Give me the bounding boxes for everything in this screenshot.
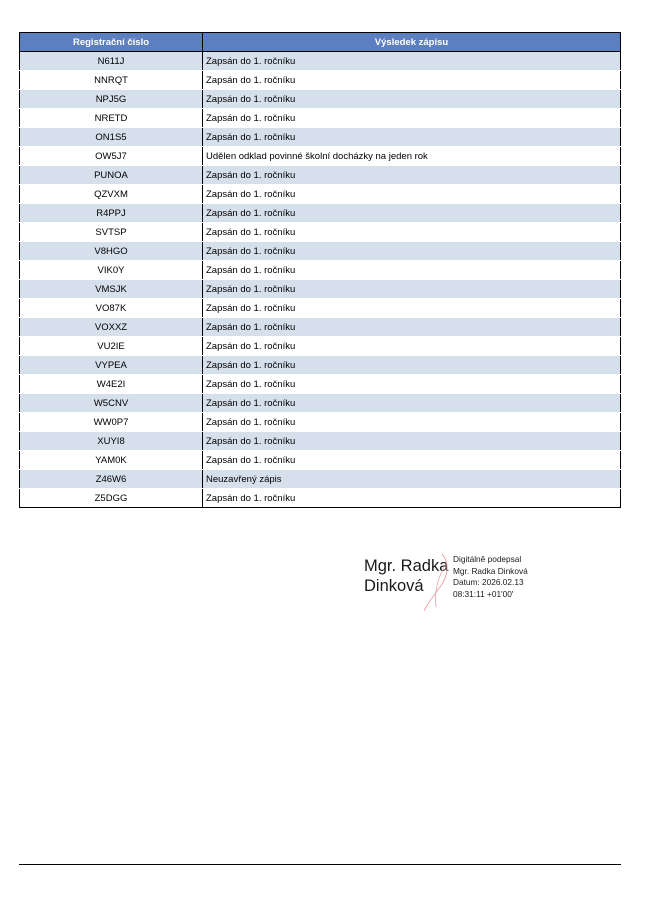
signature-detail-line: Digitálně podepsal [453, 554, 522, 564]
registration-number-cell: VOXXZ [20, 318, 203, 337]
registration-number-cell: VIK0Y [20, 261, 203, 280]
table-row [20, 147, 621, 166]
table-row [20, 394, 621, 413]
registration-number-cell: WW0P7 [20, 413, 203, 432]
table-row [20, 90, 621, 109]
enrollment-result-cell: Zapsán do 1. ročníku [203, 204, 621, 223]
registration-number-cell: W5CNV [20, 394, 203, 413]
results-table [19, 32, 621, 508]
registration-number-cell: Z46W6 [20, 470, 203, 489]
registration-number-cell: OW5J7 [20, 147, 203, 166]
table-row [20, 413, 621, 432]
enrollment-result-cell: Zapsán do 1. ročníku [203, 261, 621, 280]
enrollment-result-cell: Zapsán do 1. ročníku [203, 71, 621, 90]
enrollment-result-cell: Zapsán do 1. ročníku [203, 318, 621, 337]
registration-number-cell: VYPEA [20, 356, 203, 375]
enrollment-result-cell: Zapsán do 1. ročníku [203, 242, 621, 261]
enrollment-result-cell: Zapsán do 1. ročníku [203, 394, 621, 413]
enrollment-result-cell: Zapsán do 1. ročníku [203, 375, 621, 394]
enrollment-result-cell: Udělen odklad povinné školní docházky na jeden rok [203, 147, 621, 166]
table-row [20, 109, 621, 128]
signature-detail-line: 08:31:11 +01'00' [453, 588, 514, 599]
registration-number-cell: YAM0K [20, 451, 203, 470]
signature-detail-line: Datum: 2026.02.13 [453, 577, 524, 587]
table-row [20, 375, 621, 394]
enrollment-result-cell: Zapsán do 1. ročníku [203, 356, 621, 375]
enrollment-result-cell: Zapsán do 1. ročníku [203, 109, 621, 128]
registration-number-cell: SVTSP [20, 223, 203, 242]
enrollment-result-cell: Zapsán do 1. ročníku [203, 413, 621, 432]
enrollment-result-cell: Zapsán do 1. ročníku [203, 280, 621, 299]
signer-name-line1: Mgr. Radka [364, 557, 449, 575]
registration-number-cell: NNRQT [20, 71, 203, 90]
table-row [20, 71, 621, 90]
enrollment-result-cell: Neuzavřený zápis [203, 470, 621, 489]
digital-signature [364, 553, 564, 605]
enrollment-result-cell: Zapsán do 1. ročníku [203, 299, 621, 318]
enrollment-result-cell: Zapsán do 1. ročníku [203, 166, 621, 185]
table-row [20, 432, 621, 451]
table-header-row [20, 33, 621, 52]
enrollment-result-cell: Zapsán do 1. ročníku [203, 432, 621, 451]
table-row [20, 280, 621, 299]
footer-divider [19, 864, 621, 865]
registration-number-cell: PUNOA [20, 166, 203, 185]
signature-details [453, 554, 528, 600]
signer-name-line2: Dinková [364, 577, 424, 595]
enrollment-result-cell: Zapsán do 1. ročníku [203, 451, 621, 470]
signature-mark-icon [422, 553, 452, 613]
enrollment-result-cell: Zapsán do 1. ročníku [203, 185, 621, 204]
enrollment-result-cell: Zapsán do 1. ročníku [203, 90, 621, 109]
registration-number-cell: NRETD [20, 109, 203, 128]
registration-number-cell: W4E2I [20, 375, 203, 394]
header-registration-number: Registrační číslo [20, 33, 203, 52]
table-row [20, 52, 621, 71]
signature-detail-line: Mgr. Radka Dinková [453, 565, 528, 576]
table-row [20, 223, 621, 242]
table-row [20, 166, 621, 185]
enrollment-result-cell: Zapsán do 1. ročníku [203, 489, 621, 508]
registration-number-cell: N611J [20, 52, 203, 71]
table-row [20, 318, 621, 337]
registration-number-cell: VO87K [20, 299, 203, 318]
table-row [20, 261, 621, 280]
table-row [20, 204, 621, 223]
registration-number-cell: XUYI8 [20, 432, 203, 451]
enrollment-result-cell: Zapsán do 1. ročníku [203, 337, 621, 356]
registration-number-cell: VMSJK [20, 280, 203, 299]
table-row [20, 185, 621, 204]
registration-number-cell: R4PPJ [20, 204, 203, 223]
registration-number-cell: NPJ5G [20, 90, 203, 109]
registration-number-cell: Z5DGG [20, 489, 203, 508]
header-enrollment-result: Výsledek zápisu [203, 33, 621, 52]
table-row [20, 299, 621, 318]
table-row [20, 451, 621, 470]
table-row [20, 356, 621, 375]
registration-number-cell: VU2IE [20, 337, 203, 356]
registration-number-cell: QZVXM [20, 185, 203, 204]
registration-number-cell: V8HGO [20, 242, 203, 261]
enrollment-result-cell: Zapsán do 1. ročníku [203, 128, 621, 147]
table-row [20, 242, 621, 261]
table-body [20, 52, 621, 508]
table-row [20, 128, 621, 147]
registration-number-cell: ON1S5 [20, 128, 203, 147]
enrollment-result-cell: Zapsán do 1. ročníku [203, 223, 621, 242]
table-row [20, 337, 621, 356]
enrollment-result-cell: Zapsán do 1. ročníku [203, 52, 621, 71]
table-row [20, 489, 621, 508]
table-row [20, 470, 621, 489]
